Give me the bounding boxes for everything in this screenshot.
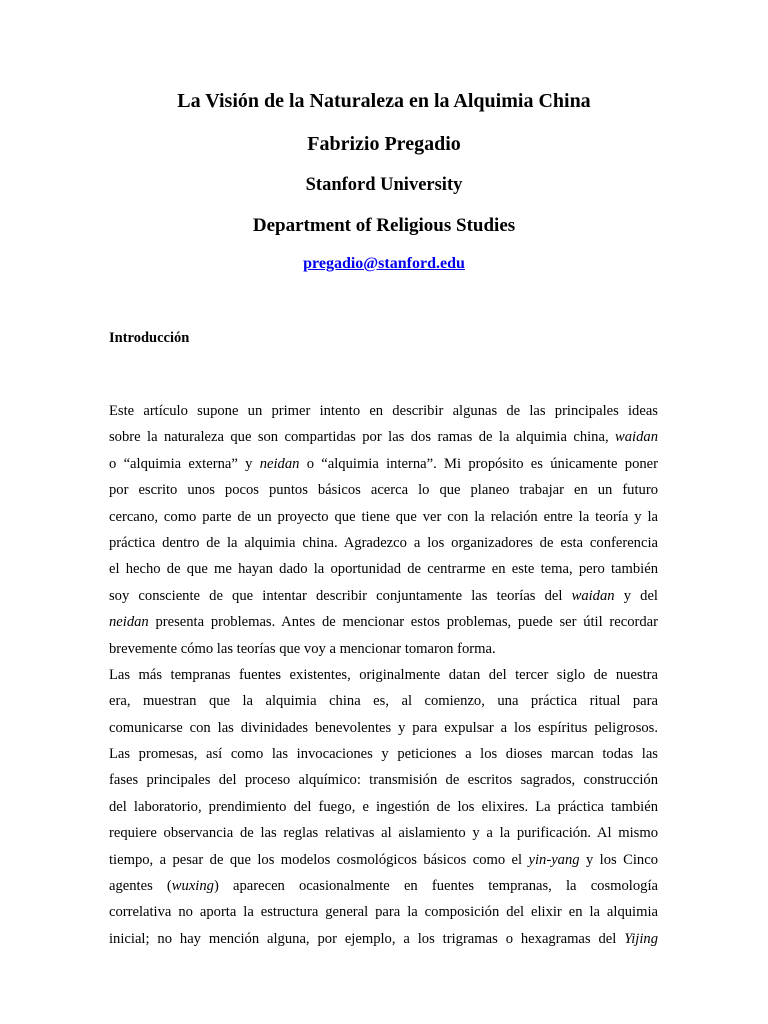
text-segment: ) aparecen ocasionalmente en fuentes tempranas, la cosmología	[213, 878, 658, 895]
text-segment: era, muestran que la alquimia china es, al comienzo, una práctica ritual para	[109, 693, 658, 710]
text-line	[109, 636, 658, 662]
text-segment: el hecho de que me hayan dado la oportunidad de centrarme en este tema, pero también	[109, 561, 658, 578]
text-line	[109, 530, 658, 556]
text-line	[109, 609, 658, 635]
text-segment: comunicarse con las divinidades benevolentes y para expulsar a los espíritus peligrosos.	[109, 719, 658, 736]
italic-term: Yijing	[624, 930, 658, 947]
text-line	[109, 398, 658, 424]
department: Department of Religious Studies	[252, 215, 516, 236]
text-line	[109, 556, 658, 582]
text-segment: y del	[614, 587, 658, 604]
italic-term: wuxing	[171, 878, 214, 895]
text-segment: cercano, como parte de un proyecto que tiene que ver con la relación entre la teoría y la	[109, 508, 658, 525]
text-line	[109, 715, 658, 741]
italic-term: waidan	[615, 429, 658, 446]
text-segment: por escrito unos pocos puntos básicos acerca lo que planeo trabajar en un futuro	[109, 482, 658, 499]
text-line	[109, 741, 658, 767]
text-line	[109, 688, 658, 714]
text-line	[109, 899, 658, 925]
text-segment: inicial; no hay mención alguna, por ejemplo, a los trigramas o hexagramas del	[109, 930, 625, 947]
text-segment: del laboratorio, prendimiento del fuego, e ingestión de los elixires. La práctica también	[109, 798, 658, 815]
text-line	[109, 504, 658, 530]
italic-term: waidan	[571, 587, 615, 604]
italic-term: neidan	[259, 455, 300, 472]
author-name: Fabrizio Pregadio	[307, 133, 461, 155]
text-line	[109, 873, 658, 899]
email-link[interactable]: pregadio@stanford.edu	[303, 255, 465, 272]
text-segment: Las más tempranas fuentes existentes, originalmente datan del tercer siglo de nuestra	[109, 666, 658, 683]
affiliation: Stanford University	[305, 175, 463, 195]
text-line	[109, 662, 658, 688]
text-segment: correlativa no aporta la estructura general para la composición del elixir en la alquimia	[109, 904, 658, 921]
text-segment: Las promesas, así como las invocaciones y peticiones a los dioses marcan todas las	[109, 746, 658, 763]
text-segment: Este artículo supone un primer intento en describir algunas de las principales ideas	[109, 403, 658, 419]
text-line	[109, 847, 658, 873]
text-line	[109, 820, 658, 846]
text-segment: brevemente cómo las teorías que voy a mencionar tomaron forma.	[109, 640, 496, 657]
text-line	[109, 794, 658, 820]
text-line	[109, 424, 658, 450]
text-segment: sobre la naturaleza que son compartidas por las dos ramas de la alquimia china,	[109, 429, 616, 446]
paper-title: La Visión de la Naturaleza en la Alquimia China	[177, 90, 591, 112]
text-segment: requiere observancia de las reglas relativas al aislamiento y a la purificación. Al mismo	[109, 825, 658, 842]
text-line	[109, 926, 658, 952]
text-segment: soy consciente de que intentar describir conjuntamente las teorías del	[109, 587, 572, 604]
email-line	[0, 255, 768, 273]
body-text	[109, 398, 658, 952]
text-segment: o “alquimia externa” y	[109, 455, 260, 472]
text-line	[109, 583, 658, 609]
text-segment: o “alquimia interna”. Mi propósito es únicamente poner	[299, 455, 658, 472]
italic-term: yin-yang	[528, 851, 580, 868]
text-segment: y los Cinco	[579, 851, 658, 868]
italic-term: neidan	[109, 614, 149, 631]
section-heading: Introducción	[109, 330, 190, 346]
text-segment: tiempo, a pesar de que los modelos cosmológicos básicos como el	[109, 851, 529, 868]
text-segment: agentes (	[109, 878, 172, 895]
text-line	[109, 767, 658, 793]
text-line	[109, 477, 658, 503]
text-segment: práctica dentro de la alquimia china. Agradezco a los organizadores de esta conferencia	[109, 534, 658, 551]
text-line	[109, 451, 658, 477]
text-segment: presenta problemas. Antes de mencionar estos problemas, puede ser útil recordar	[148, 614, 658, 631]
text-segment: fases principales del proceso alquímico: transmisión de escritos sagrados, construcción	[109, 772, 658, 789]
